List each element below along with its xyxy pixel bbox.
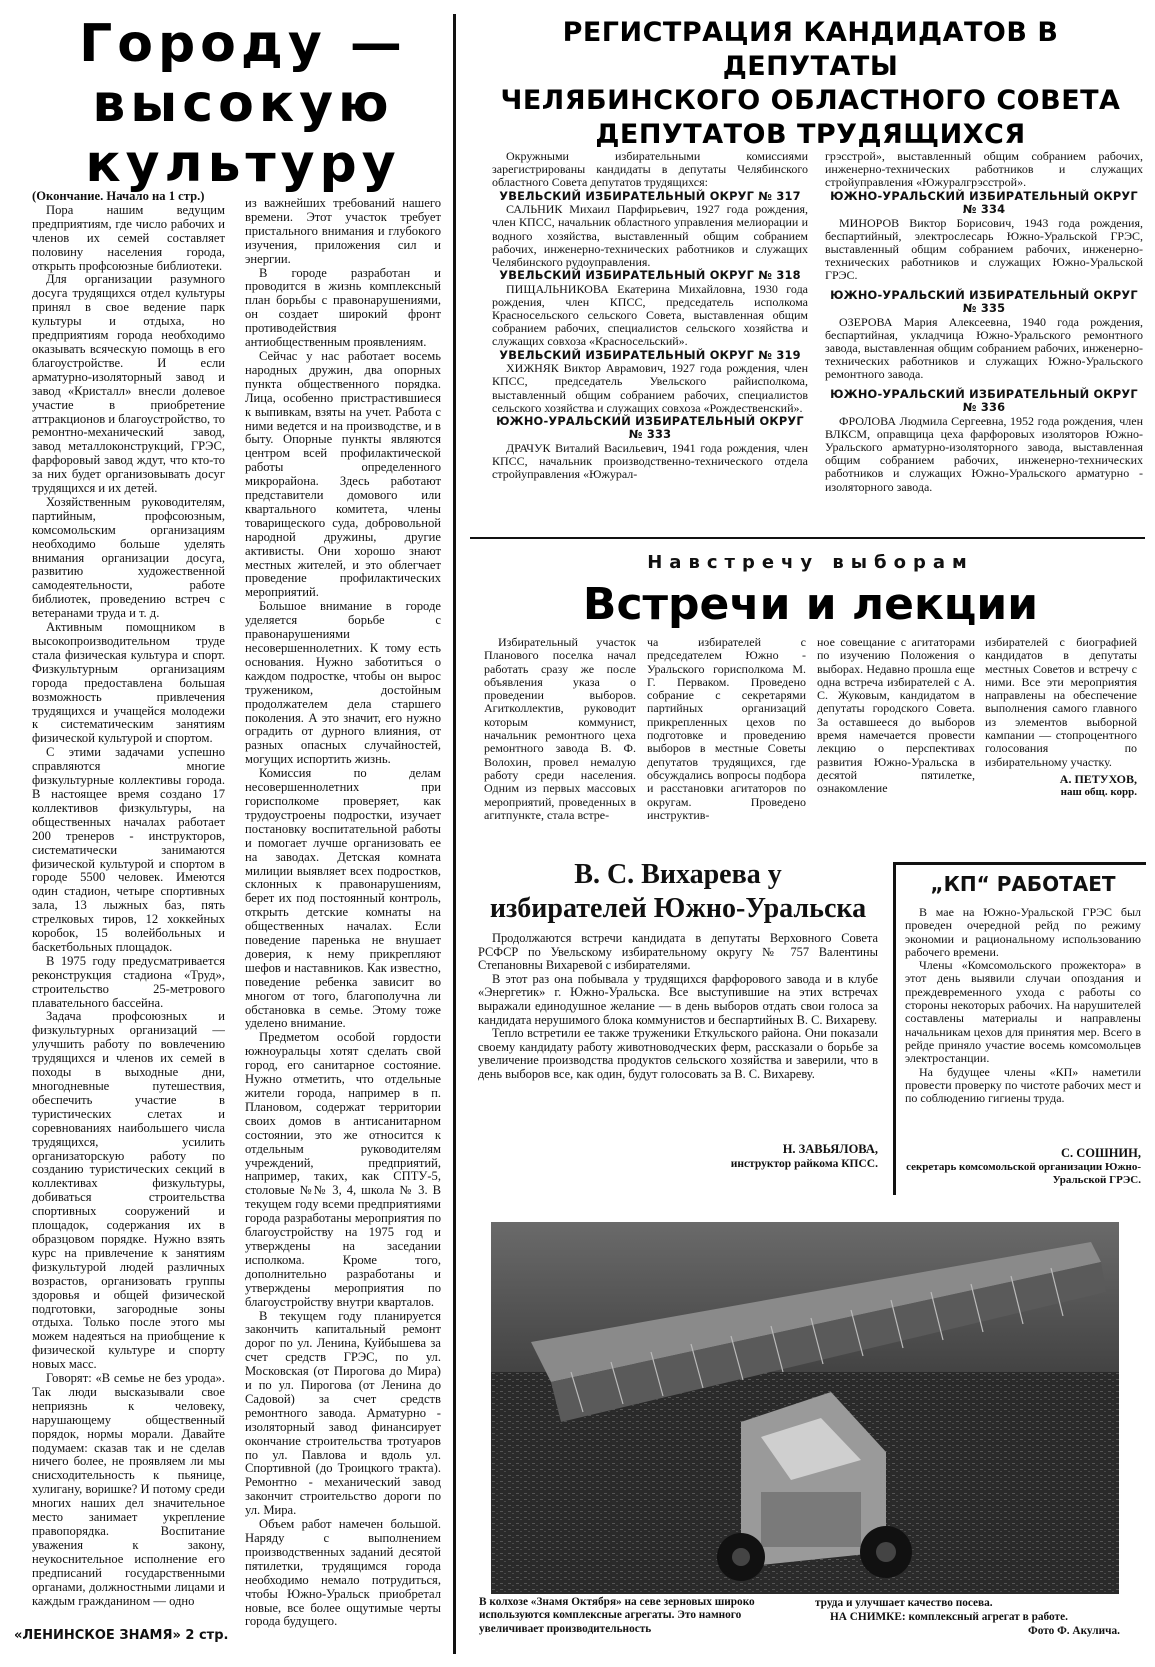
kp-signature: С. СОШНИН, xyxy=(1060,1146,1141,1160)
paragraph: В текущем году планируется закончить капитальный ремонт дорог по ул. Ленина, Куйбышева за счет средств ГРЭС, по ул. Московская (от Пирогова до Мира) и по ул. Пирогова (от Ленина до Садовой) за счет средств ремонтного завода. Арматурно - изоляторный завод финансирует окончание строительства тротуаров по ул. Павлова и вдоль ул. Спортивной (до Троицкого тракта). Ремонтно - механический завод закончит строительство дороги по ул. Мира. xyxy=(245,1308,441,1518)
registration-headline xyxy=(478,16,1143,152)
meetings-column-2 xyxy=(647,636,806,846)
paragraph: Комиссия по делам несовершеннолетних при горисполкоме проверяет, как трудоустроены подростки, изучает постановку воспитательной работы и помогает лучше организовать ее на заводах. Детская комната милиции выявляет всех подростков, склонных к правонарушениям, берет их под постоянный контроль, открыть детские комнаты на общественных началах. Если поведение паренька не внушает доверия, к нему прикрепляют шефов и наставников. Как известно, поведение ребенка зависит во многом от того, благополучна ли обстановка в семье. Этому тоже уделено внимание. xyxy=(245,766,441,1031)
meetings-kicker: Навстречу выборам xyxy=(647,552,974,573)
registration-headline-line-2: ЧЕЛЯБИНСКОГО ОБЛАСТНОГО СОВЕТА xyxy=(500,85,1121,116)
registration-headline-line-3: ДЕПУТАТОВ ТРУДЯЩИХСЯ xyxy=(595,119,1026,150)
meetings-column-1 xyxy=(484,636,636,846)
column-divider xyxy=(453,14,456,1654)
candidate-entry: ПИЩАЛЬНИКОВА Екатерина Михайловна, 1930 года рождения, член КПСС, председатель исполкома Красносельского сельского Совета, выставленная общим собранием рабочих, специалистов сельского хозяйства и служащих совхоза «Красносельский». xyxy=(492,281,808,349)
paragraph: избирателей с биографией кандидатов в депутаты местных Советов и встречу с ними. Все эти мероприятия направлены на обеспечение выполнения самого главного из элементов выборной кампании — стопроцентного голосования по избирательному участку. xyxy=(985,636,1137,769)
vikhareva-headline-line-1: В. С. Вихарева у xyxy=(574,859,782,890)
registration-column-2 xyxy=(825,150,1143,522)
okrug-heading: УВЕЛЬСКИЙ ИЗБИРАТЕЛЬНЫЙ ОКРУГ № 318 xyxy=(499,268,801,283)
photo-caption-note: НА СНИМКЕ: комплексный агрегат в работе. xyxy=(830,1611,1068,1623)
kp-headline: „КП“ РАБОТАЕТ xyxy=(930,872,1116,896)
okrug-heading: ЮЖНО-УРАЛЬСКИЙ ИЗБИРАТЕЛЬНЫЙ ОКРУГ № 335 xyxy=(830,287,1138,316)
harvester-photo xyxy=(491,1222,1119,1594)
paragraph: С этими задачами успешно справляются многие физкультурные коллективы города. В настоящее время создано 17 коллективов физкультуры, на общественных началах работает 200 тренеров - инструкторов, систематически занимаются физической культурой и спортом в городе 5500 человек. Имеются один стадион, четыре спортивных зала, 13 лыжных баз, пять стрелковых тиров, 12 хоккейных коробок, 15 волейбольных и баскетбольных площадок. xyxy=(32,745,225,954)
left-headline-line-2: высокую xyxy=(92,74,394,134)
author-role: наш общ. корр. xyxy=(1060,786,1137,799)
left-article-column-1 xyxy=(32,190,225,1625)
photo-credit: Фото Ф. Акулича. xyxy=(1028,1625,1120,1637)
vikhareva-article xyxy=(478,932,878,1112)
okrug-heading: УВЕЛЬСКИЙ ИЗБИРАТЕЛЬНЫЙ ОКРУГ № 319 xyxy=(499,347,801,362)
candidate-entry-continued: грэсстрой», выставленный общим собранием рабочих, инженерно-технических работников и служащих стройуправления «Южуралгрэсстрой». xyxy=(825,150,1143,190)
kp-article xyxy=(905,906,1141,1138)
registration-headline-line-1: РЕГИСТРАЦИЯ КАНДИДАТОВ В ДЕПУТАТЫ xyxy=(562,17,1059,82)
paragraph: Говорят: «В семье не без урода». Так люди высказывали свое неприязнь к человеку, нарушающему общественный порядок, нормы морали. Давайте подумаем: сказав так и не сделав ничего более, не проявляем ли мы снисходительность к пьянице, хулигану, воришке? И потому среди многих наших дел значительное место занимает укрепление правопорядка. Воспитание уважения к закону, неукоснительное исполнение его предписаний государственными органами, должностными лицами и каждым гражданином — одно xyxy=(32,1371,225,1608)
paragraph: В 1975 году предусматривается реконструкция стадиона «Труд», строительство 25-метрового плавательного бассейна. xyxy=(32,953,225,1010)
photo-caption-left: В колхозе «Знамя Октября» на севе зерновых широко используются комплексные агрегаты. Это намного увеличивает производительность xyxy=(479,1596,755,1635)
registration-column-1 xyxy=(492,150,808,522)
kp-author-role: секретарь комсомольской организации Южно-Уральской ГРЭС. xyxy=(906,1161,1141,1186)
left-article-column-2 xyxy=(245,197,441,1662)
paragraph: Для организации разумного досуга трудящихся отдел культуры принял в свое ведение парк культуры и отдыха, но предприятиям города необходимо оказывать всяческую помощь в его благоустройстве. И если арматурно-изоляторный завод и завод «Кристалл» внесли долевое участие в приобретение аттракционов и благоустройство, то ремонтно-механический завод, завод металлоконструкций, ГРЭС, фарфоровый завод ждут, что кто-то за них будет организовывать досуг трудящихся и их детей. xyxy=(32,272,225,496)
okrug-heading: ЮЖНО-УРАЛЬСКИЙ ИЗБИРАТЕЛЬНЫЙ ОКРУГ № 336 xyxy=(830,386,1138,415)
paragraph: Пора нашим ведущим предприятиям, где число рабочих и членов их семей составляет половину населения города, открыть профсоюзные библиотеки. xyxy=(32,202,225,273)
meetings-column-4 xyxy=(985,636,1137,846)
paragraph: Активным помощником в высокопроизводительном труде стала физическая культура и спорт. Физкультурным организациям города предоставлена большая возможность привлечения трудящихся и учащейся молодежи к систематическим занятиям физической культурой и спортом. xyxy=(32,620,225,746)
vikhareva-headline xyxy=(478,858,878,926)
paragraph: В городе разработан и проводится в жизнь комплексный план борьбы с правонарушениями, он создает широкий фронт противодействия антиобщественным проявлениям. xyxy=(245,265,441,350)
vikhareva-signature: Н. ЗАВЬЯЛОВА, xyxy=(782,1142,878,1156)
paragraph: Предметом особой гордости южноуральцы хотят сделать свой город, его санитарное состояние. Нужно отметить, что отдельные жители города, например в п. Плановом, содержат территории своих домов в антисанитарном состоянии, это же относится к отдельным руководителям учреждений, предприятий, например, таких, как СПТУ-5, столовые №№ 3, 4, школа № 3. В текущем году всеми предприятиями города разработаны мероприятия по благоустройству на 1975 год и утверждены на заседании исполкома. Кроме того, дополнительно разработаны и утверждены мероприятия по благоустройству внутри кварталов. xyxy=(245,1030,441,1309)
paragraph: На будущее члены «КП» наметили провести проверку по чистоте рабочих мест и по соблюдению гигиены труда. xyxy=(905,1064,1141,1106)
paragraph: В мае на Южно-Уральской ГРЭС был проведен очередной рейд по режиму экономии и рациональному использованию рабочего времени. xyxy=(905,906,1141,959)
paragraph: В этот раз она побывала у трудящихся фарфорового завода и в клубе «Энергетик» г. Южно-Уральска. Все выступившие на этих встречах выражали единодушное желание — в день выборов отдать свои голоса за кандидата нерушимого блока коммунистов и беспартийных В. С. Вихареву. xyxy=(478,971,878,1027)
intro-note: (Окончание. Начало на 1 стр.) xyxy=(32,190,205,203)
paragraph: Тепло встретили ее также труженики Еткульского района. Они показали своему кандидату работу животноводческих ферм, рассказали о борьбе за увеличение производства продуктов сельского хозяйства и заверили, что в день выборов все, как один, будут голосовать за В. С. Вихареву. xyxy=(478,1026,878,1081)
paragraph: Члены «Комсомольского прожектора» в этот день выявили случаи опоздания и преждевременного ухода с работы со стороны некоторых рабочих. На нарушителей составлены материалы и направлены начальникам цехов для принятия мер. Всего в рейде приняло участие восемь комсомольцев электростанции. xyxy=(905,958,1141,1066)
paragraph: Объем работ намечен большой. Наряду с выполнением производственных заданий десятой пятилетки, трудящимся города необходимо немало потрудиться, чтобы Южно-Уральск приобретал новые, все более ощутимые черты города будущего. xyxy=(245,1517,441,1629)
paragraph: ное совещание с агитаторами по изучению Положения о выборах. Недавно прошла еще одна встреча избирателей с А. С. Жуковым, кандидатом в депутаты городского Совета. За оставшееся до выборов время намечается провести лекцию о перспективах развития Южно-Уральска в десятой пятилетке, ознакомление xyxy=(817,636,975,796)
candidate-entry: ОЗЕРОВА Мария Алексеевна, 1940 года рождения, беспартийная, укладчица Южно-Уральского ремонтного завода, выставленная общим собранием рабочих, инженерно-технических работников и служащих Южно-Уральского ремонтного завода. xyxy=(825,314,1143,382)
left-headline xyxy=(70,14,416,194)
vikhareva-author-role: инструктор райкома КПСС. xyxy=(730,1158,878,1170)
left-headline-line-3: культуру xyxy=(85,134,401,194)
paragraph: Хозяйственным руководителям, партийным, профсоюзным, комсомольским организациям необходимо больше уделять внимания организации досуга, развитию художественной самодеятельности, работе библиотек, проведению встреч с ветеранами труда и т. д. xyxy=(32,494,225,621)
meetings-column-3 xyxy=(817,636,975,846)
candidate-entry: ДРАЧУК Виталий Васильевич, 1941 года рождения, член КПСС, начальник производственно-технического отдела стройуправления «Южурал- xyxy=(492,440,808,482)
okrug-heading: УВЕЛЬСКИЙ ИЗБИРАТЕЛЬНЫЙ ОКРУГ № 317 xyxy=(499,188,801,203)
okrug-heading: ЮЖНО-УРАЛЬСКИЙ ИЗБИРАТЕЛЬНЫЙ ОКРУГ № 333 xyxy=(496,413,804,442)
registration-intro: Окружными избирательными комиссиями зарегистрированы кандидаты в депутаты Челябинского областного Совета депутатов трудящихся: xyxy=(492,150,808,190)
candidate-entry: МИНОРОВ Виктор Борисович, 1943 года рождения, беспартийный, электрослесарь Южно-Уральской ГРЭС, выставленный общим собранием рабочих, инженерно-технических работников и служащих Южно-Уральской ГРЭС. xyxy=(825,215,1143,283)
harvester-photo-image xyxy=(491,1222,1119,1594)
meetings-headline: Встречи и лекции xyxy=(582,579,1039,630)
paragraph: Продолжаются встречи кандидата в депутаты Верховного Совета РСФСР по Увельскому избирательному округу № 757 Валентины Степановны Вихаревой с избирателями. xyxy=(478,932,878,973)
candidate-entry: ФРОЛОВА Людмила Сергеевна, 1952 года рождения, член ВЛКСМ, оправщица цеха фарфоровых изоляторов Южно-Уральского арматурно-изоляторного завода, выставленная общим собранием рабочих, инженерно-технических работников и служащих Южно-Уральского арматурно - изоляторного завода. xyxy=(825,413,1143,494)
section-divider xyxy=(470,537,1145,539)
photo-caption-right: труда и улучшает качество посева. xyxy=(815,1597,993,1609)
left-headline-line-1: Городу — xyxy=(79,14,407,74)
paragraph: Избирательный участок Планового поселка начал работать сразу же после объявления указа о проведении выборов. Агитколлектив, руководит которым коммунист, начальник ремонтного цеха ремонтного завода В. Ф. Волохин, провел немалую работу среди населения. Одним из первых массовых мероприятий, проведенных в агитпункте, стала встре- xyxy=(484,636,636,822)
paragraph: ча избирателей с председателем Южно - Уральского горисполкома М. Г. Перваком. Проведено собрание с секретарями партийных организаций прикрепленных цехов по подготовке и проведению выборов в местные Советы депутатов трудящихся, где обсуждались вопросы подбора и расстановки агитаторов по округам. Проведено инструктив- xyxy=(647,636,806,822)
paragraph: Большое внимание в городе уделяется борьбе с правонарушениями несовершеннолетних. К тому есть основания. Нужно заботиться о каждом подростке, чтобы он вырос тружеником, достойным продолжателем дела старшего поколения. А это значит, его нужно оградить от дурного влияния, от разных опасных случайностей, могущих испортить жизнь. xyxy=(245,599,441,767)
paragraph: Сейчас у нас работает восемь народных дружин, два опорных пункта общественного порядка. Лица, особенно пристрастившиеся к выпивкам, взяты на учет. Работа с ними ведется и на производстве, и в быту. Опорные пункты являются центром всей профилактической работы определенного микрорайона. Здесь работают представители домового или квартального комитета, члены товарищеского суда, добровольной народной дружины, другие активисты. Они хорошо знают местных жителей, и это облегчает проведение профилактических мероприятий. xyxy=(245,348,441,600)
okrug-heading: ЮЖНО-УРАЛЬСКИЙ ИЗБИРАТЕЛЬНЫЙ ОКРУГ № 334 xyxy=(830,188,1138,217)
candidate-entry: САЛЬНИК Михаил Парфирьевич, 1927 года рождения, член КПСС, начальник областного управления мелиорации и водного хозяйства, выставленный общим собранием рабочих, инженерно-технических работников и служащих Челябинского рудоуправления. xyxy=(492,202,808,269)
vikhareva-headline-line-2: избирателей Южно-Уральска xyxy=(489,893,867,924)
paragraph: из важнейших требований нашего времени. Этот участок требует пристального внимания и глубокого изучения, приложения сил и энергии. xyxy=(245,197,441,266)
page-footer: «ЛЕНИНСКОЕ ЗНАМЯ» 2 стр. xyxy=(14,1628,229,1643)
candidate-entry: ХИЖНЯК Виктор Аврамович, 1927 года рождения, член КПСС, председатель Увельского райисполкома, выставленный общим собранием рабочих, специалистов сельского хозяйства и служащих совхоза «Рождественский». xyxy=(492,361,808,415)
paragraph: Задача профсоюзных и физкультурных организаций — улучшить работу по вовлечению трудящихся и членов их семей в походы в выходные дни, многодневные путешествия, обеспечить участие в туристических слетах и соревнованиях наибольшего числа трудящихся, усилить организаторскую работу по созданию туристических секций в коллективах физкультуры, добиваться строительства спортивных сооружений и площадок, содержания их в образцовом порядке. Нужно взять курс на привлечение к занятиям физкультурой людей различных возрастов, организовать группы здоровья и общей физической подготовки, загородные зоны отдыха. Только после этого мы можем надеяться на приобщение к физической культуре и спорту новых масс. xyxy=(32,1009,225,1372)
author-signature: А. ПЕТУХОВ, xyxy=(1059,771,1137,786)
